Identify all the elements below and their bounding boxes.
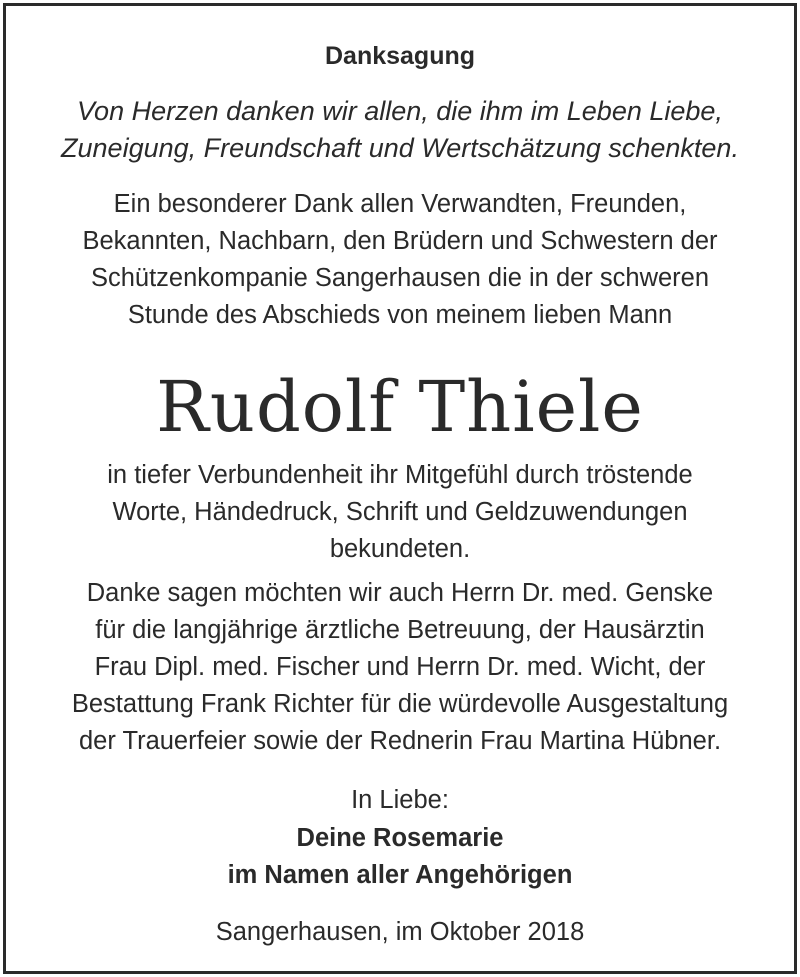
sympathy-line-3: bekundeten. (329, 535, 471, 563)
notice-title: Danksagung (324, 42, 476, 70)
intro-line-2: Bekannten, Nachbarn, den Brüdern und Schwestern der (82, 227, 718, 255)
motto-line-1: Von Herzen danken wir allen, die ihm im Leben Liebe, (77, 96, 723, 126)
obituary-notice (3, 3, 797, 974)
sympathy-line-2: Worte, Händedruck, Schrift und Geldzuwendungen (112, 498, 688, 526)
signature-family: im Namen aller Angehörigen (227, 861, 573, 889)
thanks-line-5: der Trauerfeier sowie der Rednerin Frau Martina Hübner. (78, 727, 722, 755)
thanks-line-3: Frau Dipl. med. Fischer und Herrn Dr. med. Wicht, der (94, 653, 706, 681)
intro-line-3: Schützenkompanie Sangerhausen die in der schweren (90, 264, 710, 292)
place-date: Sangerhausen, im Oktober 2018 (215, 918, 585, 946)
thanks-line-1: Danke sagen möchten wir auch Herrn Dr. med. Genske (86, 579, 714, 607)
motto-line-2: Zuneigung, Freundschaft und Wertschätzung schenkten. (61, 133, 739, 163)
thanks-line-2: für die langjährige ärztliche Betreuung, der Hausärztin (95, 616, 705, 644)
closing-text: In Liebe: (351, 786, 449, 814)
deceased-name: Rudolf Thiele (156, 366, 644, 448)
intro-line-4: Stunde des Abschieds von meinem lieben Mann (127, 301, 673, 329)
intro-line-1: Ein besonderer Dank allen Verwandten, Freunden, (113, 190, 687, 218)
thanks-line-4: Bestattung Frank Richter für die würdevolle Ausgestaltung (71, 690, 729, 718)
sympathy-line-1: in tiefer Verbundenheit ihr Mitgefühl durch tröstende (107, 461, 693, 489)
signature-name: Deine Rosemarie (296, 824, 504, 852)
